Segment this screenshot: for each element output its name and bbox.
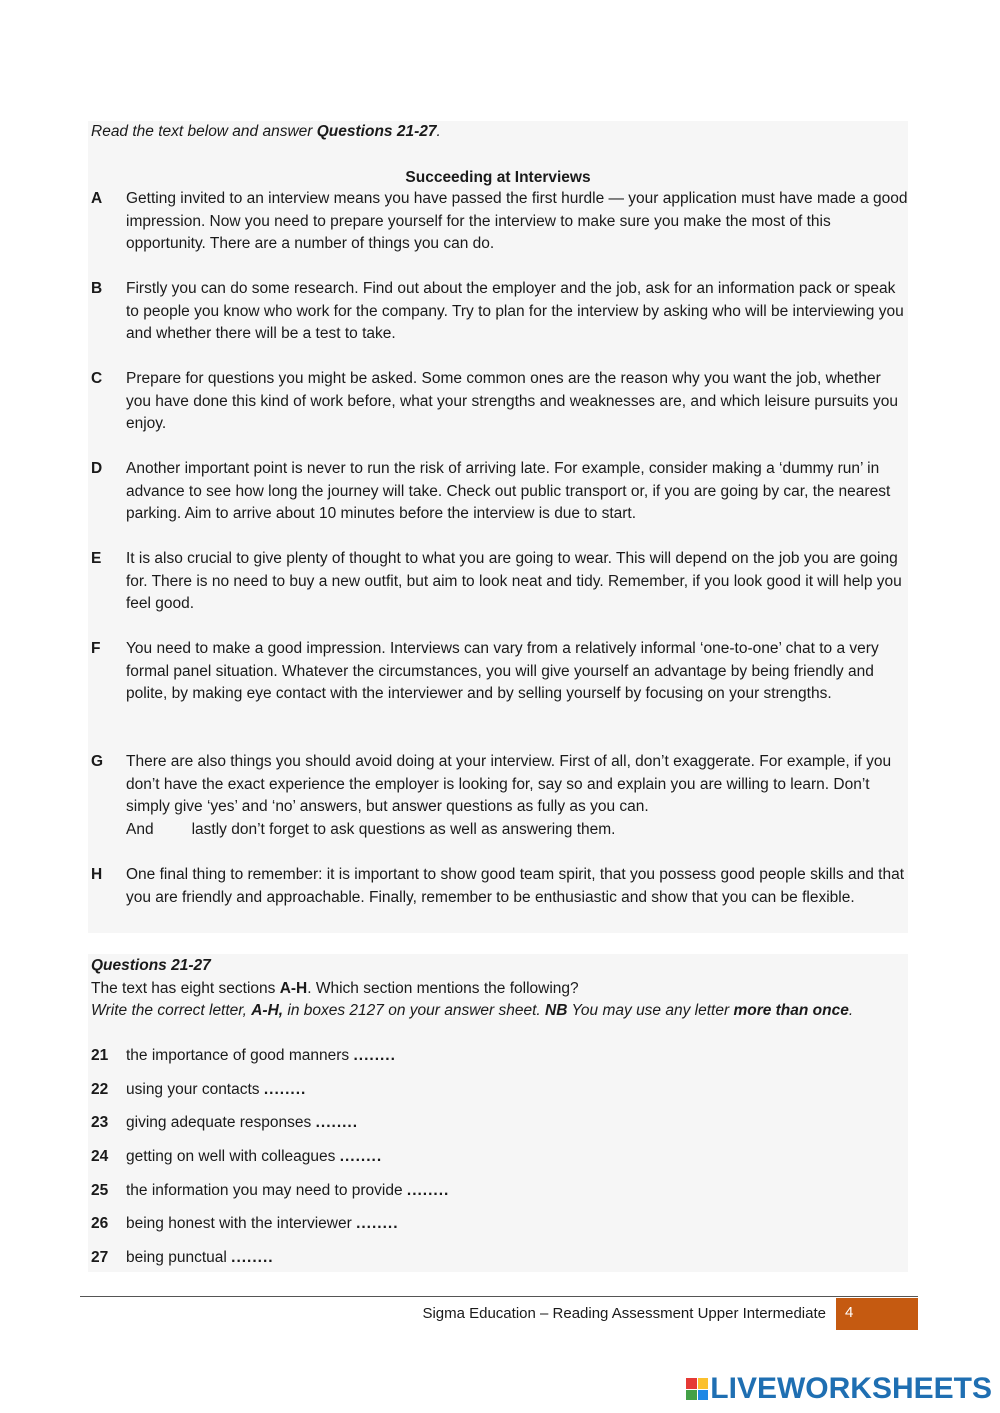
answer-blank[interactable]: ........ xyxy=(339,1148,383,1165)
answer-blank[interactable]: ........ xyxy=(263,1081,307,1098)
section-text: There are also things you should avoid doing at your interview. First of all, don’t exaggerate. For example, if you don’t have the exact experience the employer is looking for, say so and explain you are willing to learn. Don’t simply give ‘yes’ and ‘no’ answers, but answer questions as fully as you can. xyxy=(126,753,892,816)
section-letter: F xyxy=(91,640,101,657)
question-number: 23 xyxy=(91,1114,109,1131)
section-letter: H xyxy=(91,866,103,883)
section-text: Getting invited to an interview means you have passed the first hurdle — your application must have made a good impression. Now you need to prepare yourself for the interview to make sure you make the most of this opportunity. There are a number of things you can do. xyxy=(126,190,908,253)
section-f xyxy=(91,638,908,706)
section-text: Another important point is never to run the risk of arriving late. For example, consider making a ‘dummy run’ in advance to see how long the journey will take. Check out public transport or, if you are going by car, the nearest parking. Aim to arrive about 10 minutes before the interview is due to start. xyxy=(126,460,891,523)
answer-blank[interactable]: ........ xyxy=(356,1215,399,1232)
question-number: 21 xyxy=(91,1047,109,1064)
question-text: using your contacts ........ xyxy=(126,1081,307,1098)
answer-blank[interactable]: ........ xyxy=(315,1114,359,1131)
questions-instruction: Write the correct letter, A-H, in boxes 2127 on your answer sheet. NB You may use any letter more than once. xyxy=(91,1002,854,1019)
passage-title: Succeeding at Interviews xyxy=(405,169,591,186)
question-22 xyxy=(91,1079,306,1101)
question-number: 24 xyxy=(91,1148,109,1165)
question-text: the information you may need to provide ........ xyxy=(126,1182,450,1199)
question-26 xyxy=(91,1213,399,1235)
section-c xyxy=(91,368,908,436)
section-h xyxy=(91,864,908,909)
liveworksheets-logo xyxy=(686,1371,992,1407)
logo-text: LIVEWORKSHEETS xyxy=(710,1372,992,1405)
question-text: the importance of good manners ........ xyxy=(126,1047,396,1064)
section-last-line: And lastly don’t forget to ask questions as well as answering them. xyxy=(126,820,616,838)
footer-divider xyxy=(80,1296,918,1297)
question-number: 27 xyxy=(91,1249,109,1266)
question-text: being punctual ........ xyxy=(126,1249,274,1266)
section-g xyxy=(91,751,908,841)
section-b xyxy=(91,278,908,346)
section-e xyxy=(91,548,908,616)
question-21 xyxy=(91,1045,396,1067)
page-number: 4 xyxy=(836,1298,918,1330)
section-letter: B xyxy=(91,280,103,297)
question-27 xyxy=(91,1247,274,1269)
section-letter: C xyxy=(91,370,103,387)
questions-intro: The text has eight sections A-H. Which section mentions the following? xyxy=(91,980,579,997)
footer-title: Sigma Education – Reading Assessment Upper Intermediate xyxy=(422,1305,826,1322)
questions-heading: Questions 21-27 xyxy=(91,957,211,974)
question-text: being honest with the interviewer ........ xyxy=(126,1215,399,1232)
section-text: Prepare for questions you might be asked. Some common ones are the reason why you want the job, whether you have done this kind of work before, what your strengths and weaknesses are, and which leisure pursuits you enjoy. xyxy=(126,370,898,433)
question-23 xyxy=(91,1112,358,1134)
answer-blank[interactable]: ........ xyxy=(406,1182,450,1199)
section-letter: G xyxy=(91,753,104,770)
section-letter: D xyxy=(91,460,103,477)
section-letter: A xyxy=(91,190,103,207)
section-text: It is also crucial to give plenty of thought to what you are going to wear. This will depend on the job you are going for. There is no need to buy a new outfit, but aim to look neat and tidy. Remember, if you look good it will help you feel good. xyxy=(126,550,902,613)
section-letter: E xyxy=(91,550,102,567)
section-text: You need to make a good impression. Interviews can vary from a relatively informal ‘one-to-one’ chat to a very formal panel situation. Whatever the circumstances, you will give yourself an advantage by being friendly and polite, by making eye contact with the interviewer and by selling yourself by focusing on your strengths. xyxy=(126,640,879,703)
question-25 xyxy=(91,1180,449,1202)
answer-blank[interactable]: ........ xyxy=(353,1047,396,1064)
section-d xyxy=(91,458,908,526)
section-text: Firstly you can do some research. Find out about the employer and the job, ask for an information pack or speak to people you know who work for the company. Try to plan for the interview by asking who will be interviewing you and whether there will be a test to take. xyxy=(126,280,904,343)
question-text: getting on well with colleagues ........ xyxy=(126,1148,383,1165)
answer-blank[interactable]: ........ xyxy=(231,1249,274,1266)
section-text: One final thing to remember: it is important to show good team spirit, that you possess good people skills and that you are friendly and approachable. Finally, remember to be enthusiastic and show that you can be flexible. xyxy=(126,866,904,906)
section-a xyxy=(91,188,908,256)
question-number: 22 xyxy=(91,1081,109,1098)
intro-instruction: Read the text below and answer Questions 21-27. xyxy=(91,123,441,140)
question-number: 25 xyxy=(91,1182,109,1199)
question-number: 26 xyxy=(91,1215,109,1232)
question-text: giving adequate responses ........ xyxy=(126,1114,359,1131)
question-24 xyxy=(91,1146,382,1168)
logo-icon xyxy=(686,1378,708,1400)
